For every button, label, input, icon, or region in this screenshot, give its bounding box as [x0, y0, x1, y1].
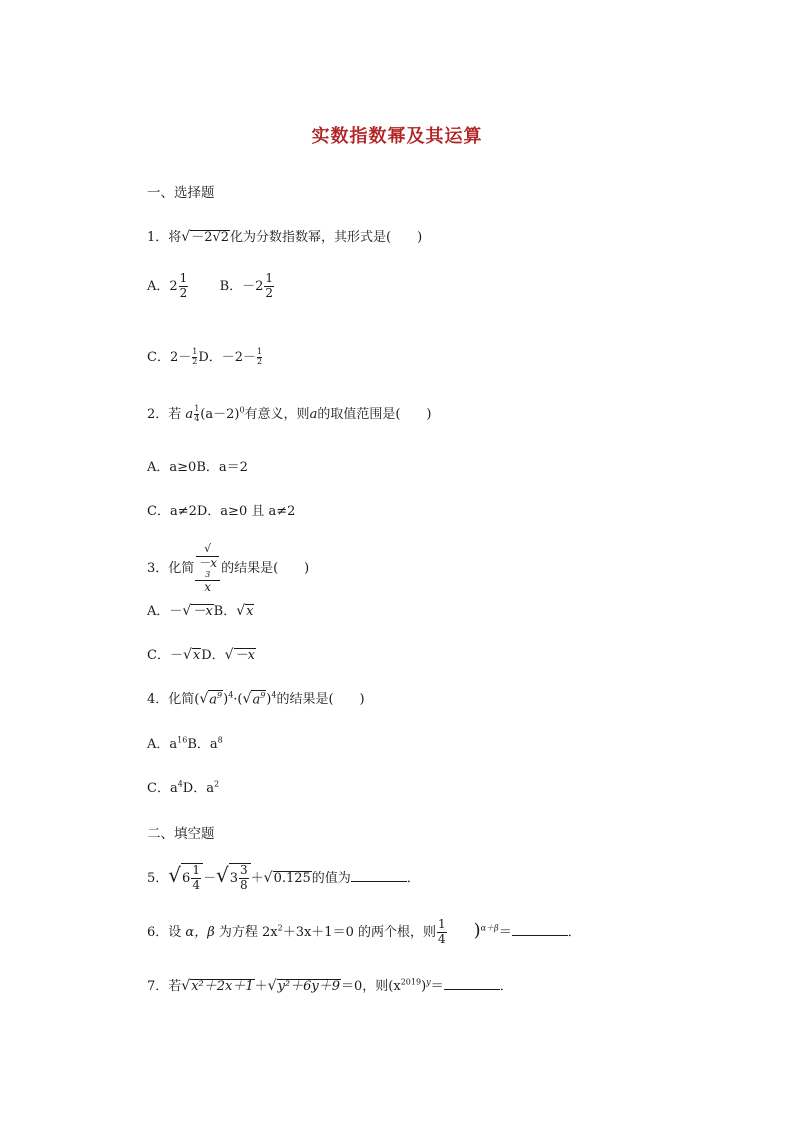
q6-equals: ＝	[498, 924, 512, 940]
q7-exponent2: y	[426, 977, 431, 987]
q2-option-d: D．a≥0 且 a≠2	[196, 504, 296, 519]
q6-vars: α，β	[185, 924, 215, 940]
q7-answer-blank[interactable]	[444, 979, 500, 990]
radical-sign: √	[182, 603, 192, 619]
q2-suffix2: 的取值范围是( )	[317, 407, 432, 422]
radical-sign: √	[242, 691, 252, 707]
q5-plus: ＋	[250, 871, 264, 886]
q3-options-ab	[147, 600, 254, 620]
q1-d-sign: －	[243, 350, 257, 365]
q3-options-cd	[147, 644, 256, 664]
question-3	[147, 543, 309, 594]
q6-prefix: 6．设	[147, 924, 182, 940]
q2-prefix: 2．若	[147, 407, 182, 422]
q1-c-sign: －	[178, 350, 192, 365]
q5-minus: －	[202, 871, 216, 886]
q1-c-exponent: $\frac{1}{2}$	[192, 347, 198, 366]
q1-b-exponent: $\frac{1}{2}$	[265, 271, 274, 300]
q6-close-paren: )	[473, 919, 481, 941]
q3-b-radicand: x	[246, 604, 254, 619]
q2-option-b: B．a＝2	[196, 460, 248, 475]
q2-exponent: $\frac{1}{4}$	[194, 404, 200, 423]
q1-option-b: B．－2	[219, 278, 264, 294]
q3-numerator: －x 3	[198, 555, 218, 580]
q2-suffix: 有意义，则	[244, 407, 310, 422]
q6-mid: 为方程 2x	[218, 924, 278, 940]
q4-option-b: B．$a^8$	[187, 735, 223, 752]
q3-option-d: D．	[201, 648, 225, 663]
q4-close1: )	[223, 692, 229, 707]
q1-radicand: －2√2	[191, 230, 230, 245]
q4-inner1: $a^9$	[209, 690, 223, 707]
q2-option-a: A．a≥0	[147, 460, 197, 475]
q4-close2: )	[266, 692, 272, 707]
radical-sign: √	[236, 603, 246, 619]
q1-d-exponent: $\frac{1}{2}$	[257, 347, 263, 366]
q3-prefix: 3．化简	[147, 561, 195, 577]
question-5	[147, 863, 420, 893]
radical-sign: √	[168, 863, 182, 887]
radical-sign: √	[181, 978, 191, 994]
page-title: 实数指数幂及其运算	[311, 126, 483, 147]
q3-denominator: x	[204, 579, 212, 594]
q1-option-a: A．2	[147, 278, 178, 294]
radical-sign: √	[199, 691, 209, 707]
q4-option-a: A．$a^{16}$	[147, 735, 188, 752]
radical-sign: √	[267, 978, 277, 994]
radical-sign: √	[224, 647, 234, 663]
q3-option-b: B．	[213, 604, 237, 619]
q4-option-d: D．$a^2$	[182, 779, 220, 796]
radical-sign: √	[204, 542, 212, 555]
q2-base: a	[185, 407, 194, 422]
q1-option-d: D．－2	[198, 350, 244, 365]
question-6	[147, 918, 581, 947]
radical-sign: √	[263, 870, 273, 886]
q3-d-radicand: －x	[234, 648, 255, 663]
question-4	[147, 688, 365, 708]
q2-option-c: C．a≠2	[147, 504, 197, 519]
q1-options-ab	[147, 272, 275, 301]
q6-exponent: α＋β	[480, 923, 499, 933]
q4-inner2: $a^9$	[252, 690, 266, 707]
q2-expr: (a－2)	[200, 407, 240, 422]
q6-fraction: $\frac{1}{4}$	[437, 917, 446, 946]
q7-end: ．	[499, 979, 513, 994]
q7-prefix: 7．若	[147, 979, 182, 994]
q4-power1: 4	[228, 690, 234, 700]
q7-equals: ＝	[430, 979, 444, 994]
q3-suffix: 的结果是( )	[221, 561, 310, 577]
q1-option-c: C．2	[147, 350, 179, 365]
q1-prefix: 1．将	[147, 230, 182, 245]
q6-answer-blank[interactable]	[512, 925, 568, 936]
section-heading-fill: 二、填空题	[147, 826, 215, 842]
q5-answer-blank[interactable]	[351, 871, 407, 882]
q3-c-radicand: x	[192, 648, 201, 663]
question-2	[147, 403, 431, 424]
q1-suffix: 化为分数指数幂，其形式是( )	[230, 230, 423, 245]
q6-equation: ＋3x＋1＝0 的两个根，则	[282, 924, 436, 940]
q5-prefix: 5．	[147, 871, 169, 886]
q2-zero-exp: 0	[239, 405, 245, 415]
q6-square: 2	[277, 923, 283, 933]
q4-suffix: 的结果是( )	[276, 692, 365, 707]
q4-options-cd	[147, 777, 219, 796]
q4-prefix: 4．化简(	[147, 692, 200, 707]
q3-fraction	[195, 543, 220, 594]
q5-radicand2: 3 $\frac{3}{8}$	[229, 863, 251, 893]
q7-mid: ＝0，则(x	[341, 979, 401, 994]
question-1	[147, 226, 422, 246]
q2-options-ab	[147, 456, 248, 475]
q2-var: a	[309, 407, 318, 422]
q4-options-ab	[147, 733, 223, 752]
q2-options-cd	[147, 500, 295, 519]
section-heading-choice: 一、选择题	[147, 185, 215, 201]
radical-sign: √	[181, 229, 191, 245]
q5-end: ．	[406, 871, 420, 886]
q3-option-a: A．－	[147, 604, 183, 619]
q6-end: ．	[567, 924, 581, 940]
q4-dot: ·(	[233, 692, 243, 707]
q4-option-c: C．$a^4$	[147, 779, 183, 796]
q7-radicand1: x²＋2x＋1	[191, 979, 254, 994]
question-7	[147, 975, 513, 995]
q1-a-exponent: $\frac{1}{2}$	[179, 271, 188, 300]
q3-a-radicand: －x	[192, 604, 213, 619]
q4-power2: 4	[271, 690, 277, 700]
q5-suffix: 的值为	[311, 871, 351, 886]
q5-radicand3: 0.125	[273, 871, 311, 886]
q7-radicand2: y²＋6y＋9	[277, 979, 341, 994]
q7-close: )	[421, 979, 427, 994]
q7-exponent1: 2019	[400, 977, 422, 987]
q7-plus: ＋	[254, 979, 268, 994]
radical-sign: √	[215, 863, 229, 887]
q1-options-cd	[147, 346, 263, 367]
q5-radicand1: 6 $\frac{1}{4}$	[181, 863, 203, 893]
q3-option-c: C．－	[147, 648, 183, 663]
radical-sign: √	[182, 647, 192, 663]
